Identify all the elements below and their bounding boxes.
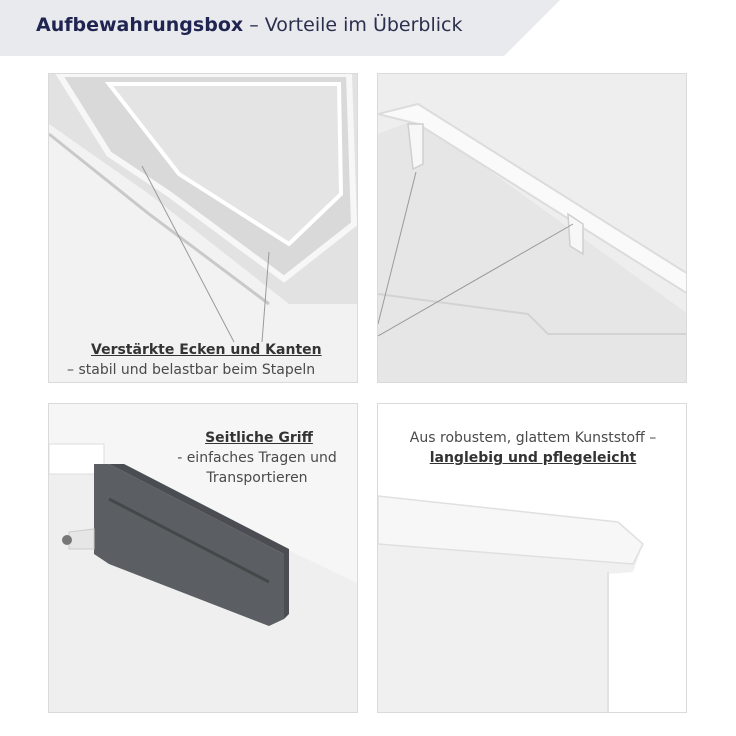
material-heading: langlebig und pflegeleicht xyxy=(429,450,637,466)
material-text: Aus robustem, glattem Kunststoff – xyxy=(409,430,657,446)
page-title xyxy=(36,14,462,36)
panel-handle xyxy=(48,403,358,713)
corners-heading: Verstärkte Ecken und Kanten xyxy=(91,342,322,358)
panel-corners-box xyxy=(377,73,687,383)
title-rest: – Vorteile im Überblick xyxy=(249,14,463,36)
title-bold: Aufbewahrungsbox xyxy=(36,14,244,36)
box-corner-image xyxy=(378,74,687,383)
corners-caption xyxy=(91,340,322,360)
handle-subtext-1: - einfaches Tragen und xyxy=(177,450,337,466)
panel-corners-lid xyxy=(48,73,358,383)
corners-subtext: – stabil und belastbar beim Stapeln xyxy=(67,362,316,378)
handle-heading: Seitliche Griff xyxy=(205,430,313,446)
handle-subtext-2: Transportieren xyxy=(206,470,308,486)
panel-material xyxy=(377,403,687,713)
lid-corner-image xyxy=(49,74,358,383)
